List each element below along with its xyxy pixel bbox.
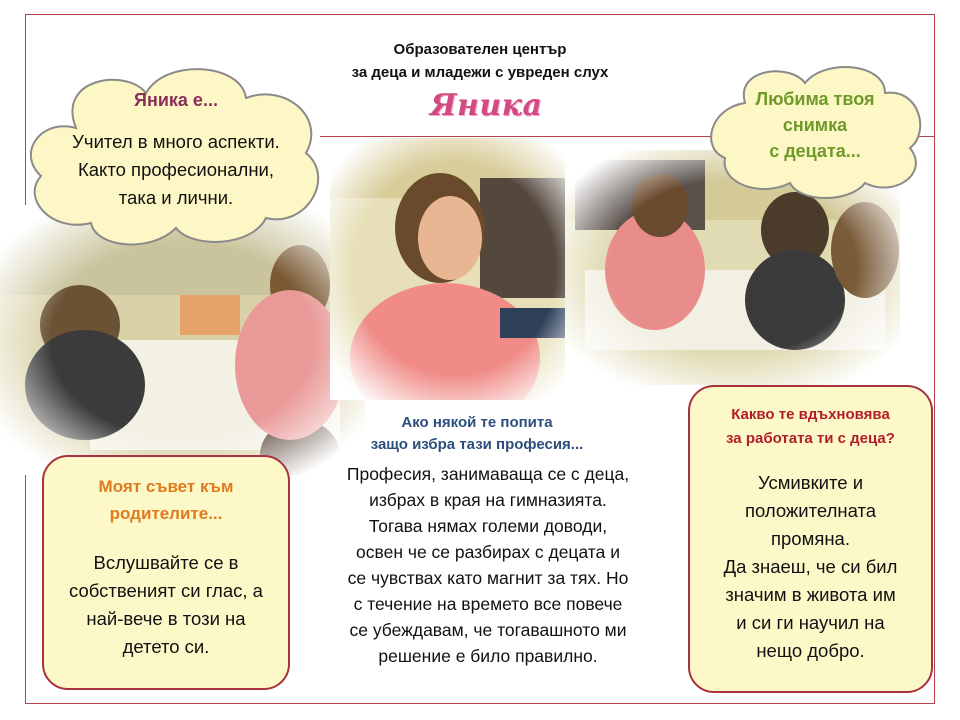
middle-answer — [318, 461, 658, 669]
yanika-logo: Яника — [430, 88, 543, 123]
answer-line-6: с течение на времето все повече — [353, 594, 623, 614]
inspiration-line-6: и си ги научил на — [736, 612, 885, 633]
cloud-right-line-3: с децата... — [769, 141, 861, 161]
cloud-callout-left — [16, 58, 331, 243]
advice-line-2: собственият си глас, а — [69, 580, 263, 601]
advice-title — [44, 473, 288, 527]
advice-body — [44, 549, 288, 661]
cloud-left-title: Яника е... — [134, 90, 218, 110]
inspiration-box — [688, 385, 933, 693]
answer-line-3: Тогава нямах големи доводи, — [368, 516, 608, 536]
photo-left — [0, 205, 365, 475]
header-line-1: Образователен център — [393, 41, 567, 58]
cloud-callout-right — [705, 58, 925, 198]
advice-line-4: детето си. — [122, 636, 210, 657]
inspiration-title-line-1: Какво те вдъхновява — [731, 406, 890, 423]
answer-line-4: освен че се разбирах с децата и — [356, 542, 620, 562]
answer-line-1: Професия, занимаваща се с деца, — [346, 464, 630, 484]
inspiration-line-7: нещо добро. — [756, 640, 865, 661]
inspiration-line-2: положителната — [744, 500, 877, 521]
header-title — [300, 38, 660, 84]
cloud-left-line-3: така и лични. — [118, 187, 234, 208]
answer-line-5: се чувствах като магнит за тях. Но — [347, 568, 629, 588]
middle-question — [322, 412, 632, 456]
answer-line-7: се убеждавам, че тогавашното ми — [349, 620, 627, 640]
question-line-2: защо избра тази професия... — [370, 436, 584, 453]
advice-title-line-2: родителите... — [109, 504, 223, 523]
advice-line-1: Вслушвайте се в — [93, 552, 239, 573]
photo-middle — [330, 138, 580, 400]
inspiration-line-3: промяна. — [771, 528, 850, 549]
cloud-left-line-1: Учител в много аспекти. — [72, 131, 280, 152]
cloud-left-body — [26, 128, 326, 212]
cloud-right-text — [715, 86, 915, 164]
cloud-left-line-2: Както професионални, — [77, 159, 275, 180]
advice-title-line-1: Моят съвет към — [98, 477, 234, 496]
advice-box — [42, 455, 290, 690]
inspiration-title-line-2: за работата ти с деца? — [726, 430, 895, 447]
cloud-right-line-1: Любима твоя — [755, 89, 875, 109]
inspiration-body — [690, 469, 931, 665]
inspiration-line-5: значим в живота им — [725, 584, 896, 605]
inspiration-line-4: Да знаеш, че си бил — [723, 556, 898, 577]
cloud-right-line-2: снимка — [782, 115, 848, 135]
answer-line-2: избрах в края на гимназията. — [369, 490, 607, 510]
inspiration-line-1: Усмивките и — [757, 472, 864, 493]
advice-line-3: най-вече в този на — [86, 608, 246, 629]
inspiration-title — [690, 403, 931, 451]
answer-line-8: решение е било правилно. — [378, 646, 598, 666]
question-line-1: Ако някой те попита — [401, 414, 553, 431]
header-line-2: за деца и младежи с увреден слух — [351, 64, 609, 81]
